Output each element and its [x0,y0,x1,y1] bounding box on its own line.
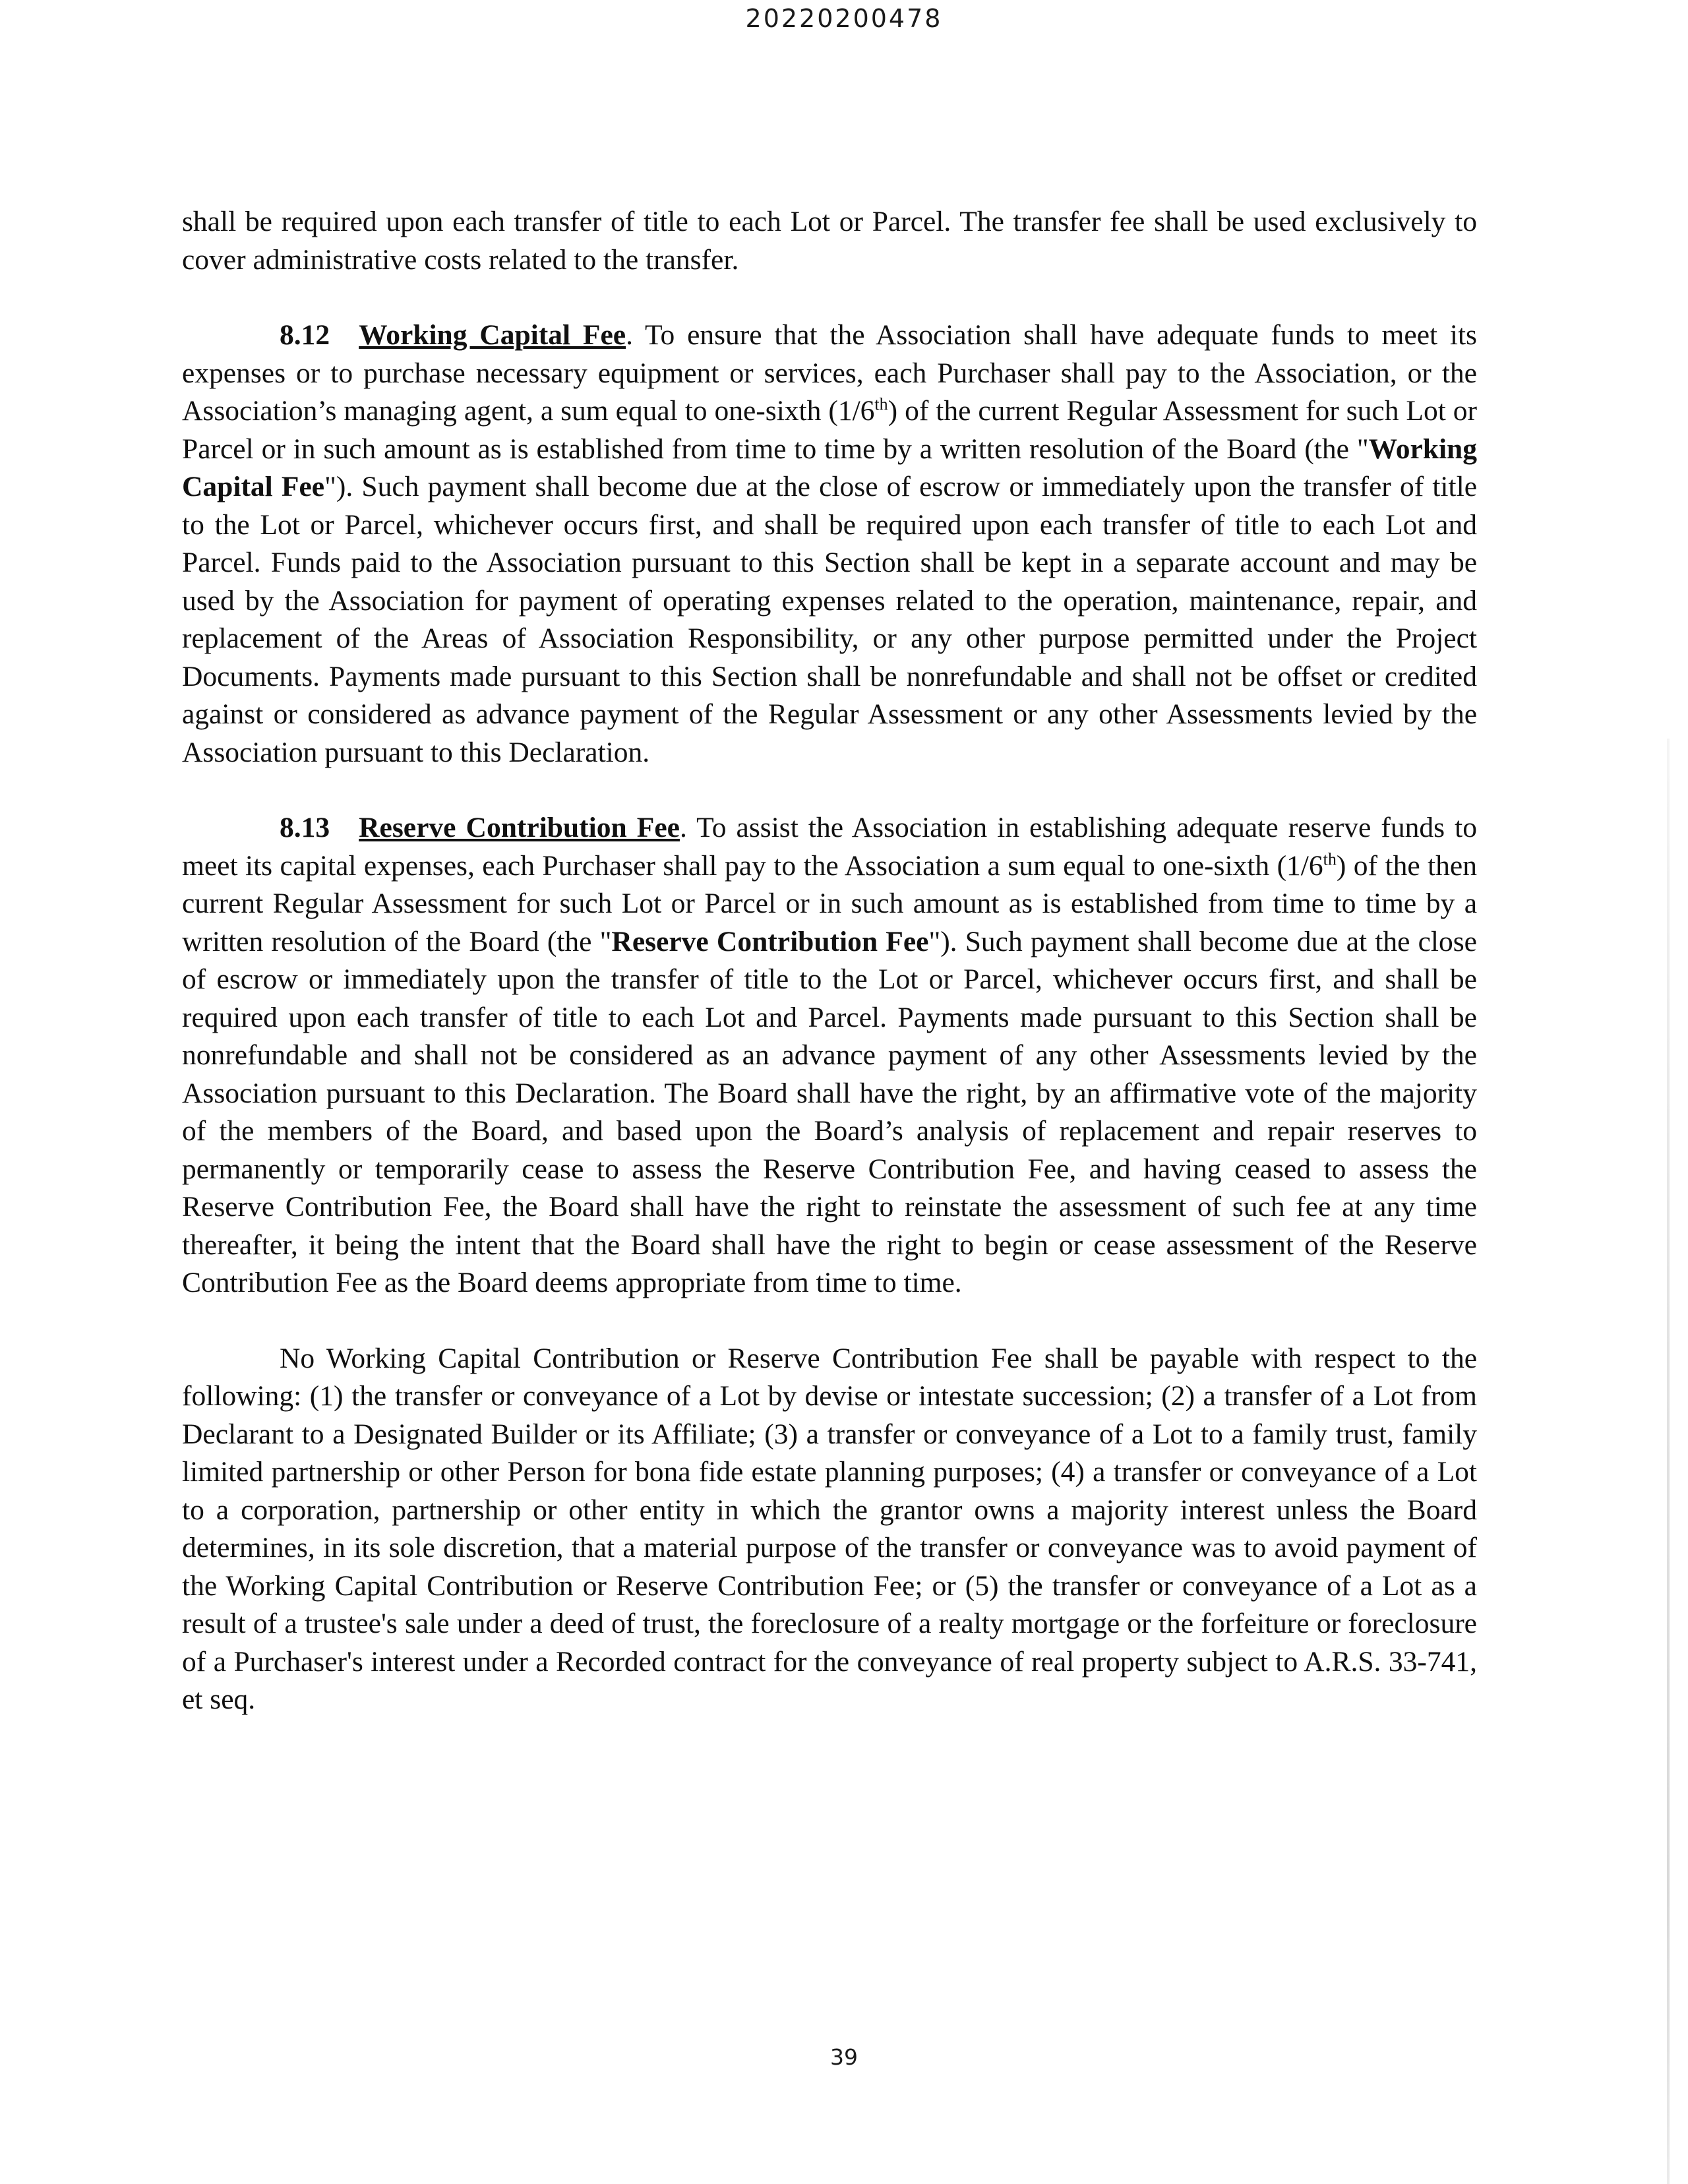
section-8-13 [182,809,1477,1302]
section-text: "). Such payment shall become due at the close of escrow or immediately upon the transfer of title to the Lot or Parcel, whichever occurs first, and shall be required upon each transfer of title to each Lot and Parcel. Payments made pursuant to this Section shall be nonrefundable and shall not be considered as an advance payment of any other Assessments levied by the Association pursuant to this Declaration. The Board shall have the right, by an affirmative vote of the majority of the members of the Board, and based upon the Board’s analysis of replacement and repair reserves to permanently or temporarily cease to assess the Reserve Contribution Fee, and having ceased to assess the Reserve Contribution Fee, the Board shall have the right to reinstate the assessment of such fee at any time thereafter, it being the intent that the Board shall have the right to begin or cease assessment of the Reserve Contribution Fee as the Board deems appropriate from time to time. [182,925,1477,1298]
section-text: ) of the then current Regular Assessment for such Lot or Parcel or in such amount as is established from time to time by a written resolution of the Board (the " [182,849,1477,957]
scan-edge-shadow [1667,739,1670,2184]
document-recording-number: 20220200478 [745,4,943,33]
document-body [182,203,1477,1719]
section-number: 8.13 [280,812,330,843]
section-text: ) of the current Regular Assessment for such Lot or Parcel or in such amount as is established from time to time by a written resolution of the Board (the " [182,395,1477,465]
superscript: th [1323,849,1337,868]
section-text: . To assist the Association in establishing adequate reserve funds to meet its capital expenses, each Purchaser shall pay to the Association a sum equal to one-sixth (1/6 [182,812,1477,882]
superscript: th [874,394,888,414]
section-number: 8.12 [280,319,330,351]
section-8-12 [182,317,1477,772]
section-text: . To ensure that the Association shall have adequate funds to meet its expenses or to purchase necessary equipment or services, each Purchaser shall pay to the Association, or the Association’s managing agent, a sum equal to one-sixth (1/6 [182,319,1477,427]
paragraph-continuation: shall be required upon each transfer of title to each Lot or Parcel. The transfer fee shall be used exclusively to cover administrative costs related to the transfer. [182,206,1477,276]
defined-term: Working Capital Fee [182,433,1477,502]
page-number: 39 [830,2044,858,2070]
defined-term: Reserve Contribution Fee [611,925,929,957]
paragraph-exemptions: No Working Capital Contribution or Reserve Contribution Fee shall be payable with respect to the following: (1) the transfer or conveyance of a Lot by devise or intestate succession; (2) a transfer of a Lot from Declarant to a Designated Builder or its Affiliate; (3) a transfer or conveyance of a Lot to a family trust, family limited partnership or other Person for bona fide estate planning purposes; (4) a transfer or conveyance of a Lot to a corporation, partnership or other entity in which the grantor owns a majority interest unless the Board determines, in its sole discretion, that a material purpose of the transfer or conveyance was to avoid payment of the Working Capital Contribution or Reserve Contribution Fee; or (5) the transfer or conveyance of a Lot as a result of a trustee's sale under a deed of trust, the foreclosure of a realty mortgage or the forfeiture or foreclosure of a Purchaser's interest under a Recorded contract for the conveyance of real property subject to A.R.S. 33-741, et seq. [182,1342,1477,1715]
section-title: Working Capital Fee [359,319,626,351]
section-text: "). Such payment shall become due at the close of escrow or immediately upon the transfer of title to the Lot or Parcel, whichever occurs first, and shall be required upon each transfer of title to each Lot and Parcel. Funds paid to the Association pursuant to this Section shall be kept in a separate account and may be used by the Association for payment of operating expenses related to the operation, maintenance, repair, and replacement of the Areas of Association Responsibility, or any other purpose permitted under the Project Documents. Payments made pursuant to this Section shall be nonrefundable and shall not be offset or credited against or considered as advance payment of the Regular Assessment or any other Assessments levied by the Association pursuant to this Declaration. [182,471,1477,768]
section-title: Reserve Contribution Fee [359,812,680,843]
